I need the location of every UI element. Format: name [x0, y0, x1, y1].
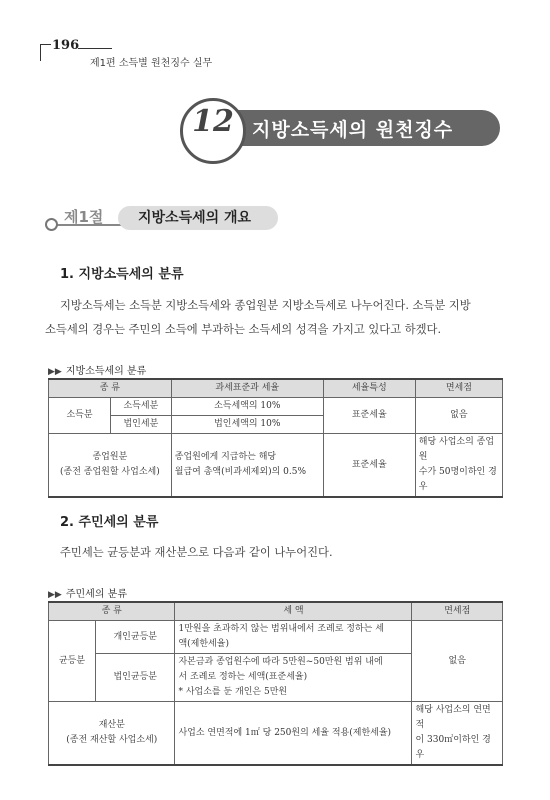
- chapter-title: 지방소득세의 원천징수: [252, 119, 454, 141]
- table-cell-type: [49, 702, 175, 766]
- table-cell-rate: [171, 434, 323, 498]
- cell-line: 월급여 총액(비과세제외)의 0.5%: [174, 467, 306, 477]
- section-title: 지방소득세의 개요: [138, 210, 252, 226]
- cell-line: 수가 50명이하인 경우: [418, 467, 497, 492]
- caption-arrow-icon: ▶▶: [48, 590, 62, 600]
- cell-line: 해당 사업소의 종업원: [418, 437, 495, 462]
- table-cell-type: 법인세분: [111, 416, 172, 434]
- table-cell-group: 소득분: [49, 398, 111, 434]
- table-cell-group: 균등분: [49, 621, 96, 702]
- resident-tax-table: [48, 601, 503, 766]
- table-row: [49, 434, 503, 498]
- table-cell-type: 소득세분: [111, 398, 172, 416]
- table-cell-feature: 표준세율: [323, 398, 415, 434]
- table-row: [49, 621, 503, 654]
- section-label: 제1절: [64, 208, 104, 226]
- table-header-cell: 종 류: [49, 602, 175, 621]
- table-header-cell: 세 액: [175, 602, 412, 621]
- table-row: [49, 398, 503, 416]
- cell-line: 종업원분: [92, 452, 128, 462]
- table-cell-rate: 법인세액의 10%: [171, 416, 323, 434]
- header-corner-mark: [40, 44, 51, 61]
- caption-arrow-icon: ▶▶: [48, 367, 62, 377]
- table1-caption: [48, 362, 146, 377]
- header-rule: [78, 48, 112, 49]
- cell-line: 해당 사업소의 연면적: [415, 705, 491, 730]
- table-header-row: [49, 602, 503, 621]
- table-cell-rate: 소득세액의 10%: [171, 398, 323, 416]
- table-header-cell: 세율특성: [323, 379, 415, 398]
- table-cell-exempt: [412, 702, 503, 766]
- cell-line: (종전 종업원할 사업소세): [60, 467, 160, 477]
- table-cell-feature: 표준세율: [323, 434, 415, 498]
- cell-line: 종업원에게 지급하는 해당: [174, 452, 277, 462]
- table-header-row: [49, 379, 503, 398]
- table-cell-type: 개인균등분: [96, 621, 175, 654]
- table-cell-type: [49, 434, 172, 498]
- cell-line: 액(제한세율): [178, 639, 229, 649]
- table-row: [49, 702, 503, 766]
- table1-caption-text: 지방소득세의 분류: [65, 366, 147, 377]
- table-cell-tax: 사업소 연면적에 1㎡ 당 250원의 세율 적용(제한세율): [175, 702, 412, 766]
- cell-line: (종전 재산할 사업소세): [66, 735, 158, 745]
- table-header-cell: 면세점: [412, 602, 503, 621]
- running-header: 제1편 소득별 원천징수 실무: [90, 58, 213, 69]
- page-number: 196: [52, 38, 80, 53]
- cell-line: * 사업소를 둔 개인은 5만원: [178, 687, 288, 697]
- table-cell-tax: [175, 621, 412, 654]
- table-header-cell: 면세점: [415, 379, 502, 398]
- table-cell-exempt: 없음: [415, 398, 502, 434]
- table-cell-exempt: 없음: [412, 621, 503, 702]
- table-header-cell: 과세표준과 세율: [171, 379, 323, 398]
- table-header-cell: 종 류: [49, 379, 172, 398]
- table2-caption-text: 주민세의 분류: [65, 589, 127, 600]
- cell-line: 1만원을 초과하지 않는 범위내에서 조례로 정하는 세: [178, 624, 384, 634]
- chapter-number: 12: [192, 104, 234, 139]
- table-cell-exempt: [415, 434, 502, 498]
- part1-paragraph-line1: 지방소득세는 소득분 지방소득세와 종업원분 지방소득세로 나누어진다. 소득분 지방: [60, 299, 471, 312]
- part1-paragraph-line2: 소득세의 경우는 주민의 소득에 부과하는 소득세의 성격을 가지고 있다고 하겠다.: [45, 323, 442, 336]
- cell-line: 자본금과 종업원수에 따라 5만원~50만원 범위 내에: [178, 657, 383, 667]
- part2-paragraph: 주민세는 균등분과 재산분으로 다음과 같이 나누어진다.: [60, 546, 333, 559]
- table-cell-type: 법인균등분: [96, 654, 175, 702]
- cell-line: 서 조례로 정하는 세액(표준세율): [178, 672, 308, 682]
- part2-heading: 2. 주민세의 분류: [60, 515, 159, 530]
- local-income-tax-table: [48, 378, 503, 498]
- table2-caption: [48, 585, 127, 600]
- table-cell-tax: [175, 654, 412, 702]
- part1-heading: 1. 지방소득세의 분류: [60, 267, 184, 282]
- cell-line: 재산분: [98, 720, 125, 730]
- cell-line: 이 330㎡이하인 경우: [415, 735, 491, 760]
- part1-paragraph: [45, 294, 530, 342]
- section-bullet-icon: [45, 218, 58, 231]
